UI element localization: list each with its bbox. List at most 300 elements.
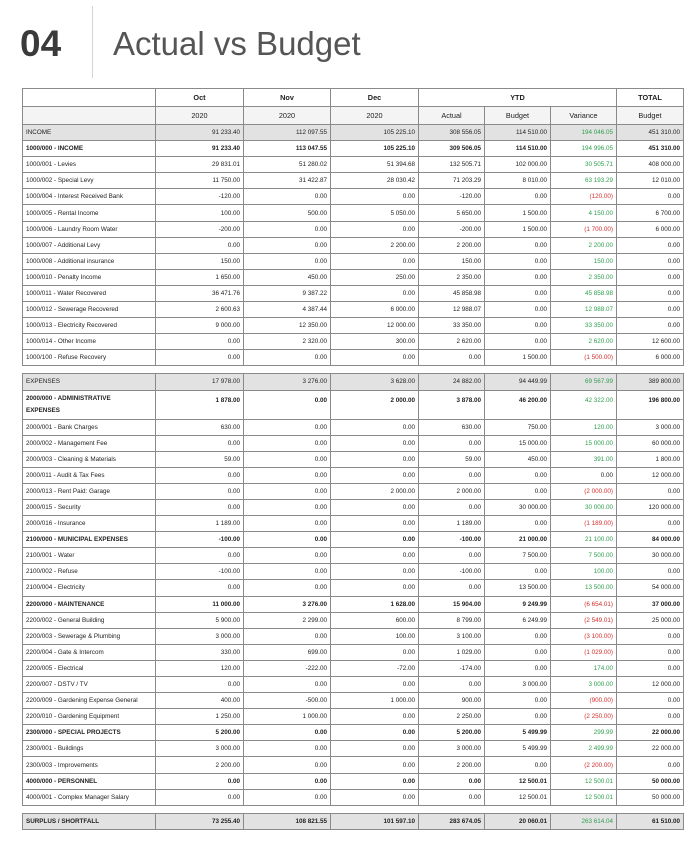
cell-dec: 5 050.00 — [331, 205, 419, 221]
cell-total-budget: 0.00 — [617, 189, 684, 205]
cell-oct: 0.00 — [156, 237, 244, 253]
cell-total-budget: 25 000.00 — [617, 612, 684, 628]
table-row — [23, 435, 684, 451]
cell-ytd-budget: 6 249.99 — [485, 612, 551, 628]
cell-ytd-budget: 0.00 — [485, 189, 551, 205]
cell-ytd-actual: 0.00 — [419, 435, 485, 451]
cell-oct: 17 978.00 — [156, 374, 244, 390]
cell-total-budget: 84 000.00 — [617, 532, 684, 548]
cell-nov: 51 280.02 — [244, 157, 331, 173]
row-label: 1000/100 - Refuse Recovery — [23, 350, 156, 366]
cell-ytd-variance: 120.00 — [551, 419, 617, 435]
cell-oct: 0.00 — [156, 548, 244, 564]
cell-oct: 11 750.00 — [156, 173, 244, 189]
cell-ytd-budget: 0.00 — [485, 285, 551, 301]
cell-total-budget: 12 010.00 — [617, 173, 684, 189]
cell-ytd-variance: (1 500.00) — [551, 350, 617, 366]
table-row — [23, 483, 684, 499]
cell-ytd-budget: 5 499.99 — [485, 725, 551, 741]
cell-ytd-variance: 2 200.00 — [551, 237, 617, 253]
cell-ytd-actual: 33 350.00 — [419, 318, 485, 334]
section-row — [23, 813, 684, 829]
cell-ytd-variance: 391.00 — [551, 451, 617, 467]
cell-dec: 0.00 — [331, 741, 419, 757]
cell-oct: 73 255.40 — [156, 813, 244, 829]
cell-dec: 0.00 — [331, 725, 419, 741]
cell-dec: 0.00 — [331, 499, 419, 515]
cell-total-budget: 0.00 — [617, 269, 684, 285]
cell-ytd-budget: 7 500.00 — [485, 548, 551, 564]
cell-ytd-budget: 102 000.00 — [485, 157, 551, 173]
row-label: 4000/001 - Complex Manager Salary — [23, 789, 156, 805]
cell-ytd-budget: 0.00 — [485, 318, 551, 334]
row-label: 2000/015 - Security — [23, 499, 156, 515]
cell-total-budget: 0.00 — [617, 660, 684, 676]
row-label: 1000/004 - Interest Received Bank — [23, 189, 156, 205]
cell-ytd-variance: 4 150.00 — [551, 205, 617, 221]
cell-total-budget: 196 800.00 — [617, 390, 684, 419]
row-label: 1000/014 - Other Income — [23, 334, 156, 350]
cell-total-budget: 3 000.00 — [617, 419, 684, 435]
cell-dec: 0.00 — [331, 350, 419, 366]
cell-nov: 0.00 — [244, 435, 331, 451]
cell-total-budget: 12 000.00 — [617, 677, 684, 693]
cell-ytd-actual: 71 203.29 — [419, 173, 485, 189]
col-header-total: TOTAL — [617, 89, 684, 107]
table-row — [23, 564, 684, 580]
row-label: 1000/012 - Sewerage Recovered — [23, 302, 156, 318]
cell-dec: 0.00 — [331, 285, 419, 301]
cell-oct: 91 233.40 — [156, 141, 244, 157]
cell-ytd-actual: 8 799.00 — [419, 612, 485, 628]
cell-dec: -72.00 — [331, 660, 419, 676]
row-label: 2200/004 - Gate & Intercom — [23, 644, 156, 660]
subtotal-row — [23, 141, 684, 157]
cell-nov: 113 047.55 — [244, 141, 331, 157]
cell-nov: 0.00 — [244, 548, 331, 564]
cell-ytd-budget: 0.00 — [485, 237, 551, 253]
cell-oct: 59.00 — [156, 451, 244, 467]
cell-ytd-actual: 0.00 — [419, 773, 485, 789]
cell-total-budget: 37 000.00 — [617, 596, 684, 612]
cell-total-budget: 0.00 — [617, 757, 684, 773]
cell-ytd-variance: 69 567.99 — [551, 374, 617, 390]
cell-ytd-variance: (3 100.00) — [551, 628, 617, 644]
row-label: 1000/006 - Laundry Room Water — [23, 221, 156, 237]
cell-ytd-actual: 3 100.00 — [419, 628, 485, 644]
cell-ytd-actual: 900.00 — [419, 693, 485, 709]
cell-oct: 1 650.00 — [156, 269, 244, 285]
sub-header-actual: Actual — [419, 107, 485, 125]
row-label: 2100/000 - MUNICIPAL EXPENSES — [23, 532, 156, 548]
cell-ytd-actual: 2 200.00 — [419, 237, 485, 253]
row-label: 2000/001 - Bank Charges — [23, 419, 156, 435]
cell-oct: -120.00 — [156, 189, 244, 205]
cell-ytd-budget: 114 510.00 — [485, 125, 551, 141]
cell-oct: 0.00 — [156, 773, 244, 789]
row-label — [23, 390, 156, 419]
cell-dec: 0.00 — [331, 757, 419, 773]
cell-oct: 2 200.00 — [156, 757, 244, 773]
cell-ytd-variance: (2 549.01) — [551, 612, 617, 628]
sub-header-total-budget: Budget — [617, 107, 684, 125]
cell-total-budget: 0.00 — [617, 237, 684, 253]
cell-dec: 0.00 — [331, 709, 419, 725]
cell-nov: 108 821.55 — [244, 813, 331, 829]
cell-ytd-budget: 0.00 — [485, 644, 551, 660]
cell-total-budget: 50 000.00 — [617, 773, 684, 789]
table-row — [23, 693, 684, 709]
cell-total-budget: 30 000.00 — [617, 548, 684, 564]
cell-ytd-variance: (1 189.00) — [551, 516, 617, 532]
sub-header-nov-year: 2020 — [244, 107, 331, 125]
cell-dec: 1 628.00 — [331, 596, 419, 612]
cell-oct: 29 831.01 — [156, 157, 244, 173]
cell-nov: 0.00 — [244, 390, 331, 419]
table-row — [23, 628, 684, 644]
row-label: 1000/000 - INCOME — [23, 141, 156, 157]
cell-ytd-actual: 630.00 — [419, 419, 485, 435]
spacer-row — [23, 805, 684, 813]
sub-header-oct-year: 2020 — [156, 107, 244, 125]
row-label: 1000/007 - Additional Levy — [23, 237, 156, 253]
row-label: 2200/005 - Electrical — [23, 660, 156, 676]
cell-dec: 0.00 — [331, 419, 419, 435]
cell-ytd-budget: 0.00 — [485, 628, 551, 644]
cell-ytd-variance: (2 000.00) — [551, 483, 617, 499]
cell-nov: 112 097.55 — [244, 125, 331, 141]
cell-ytd-actual: 1 029.00 — [419, 644, 485, 660]
cell-nov: 0.00 — [244, 189, 331, 205]
cell-dec: 28 030.42 — [331, 173, 419, 189]
cell-ytd-actual: 0.00 — [419, 548, 485, 564]
table-row — [23, 157, 684, 173]
cell-ytd-variance: 2 499.99 — [551, 741, 617, 757]
row-label: 2200/009 - Gardening Expense General — [23, 693, 156, 709]
table-row — [23, 237, 684, 253]
cell-ytd-variance: (6 654.01) — [551, 596, 617, 612]
cell-dec: 2 000.00 — [331, 483, 419, 499]
cell-ytd-actual: 45 858.98 — [419, 285, 485, 301]
cell-dec: 100.00 — [331, 628, 419, 644]
row-label: 2000/003 - Cleaning & Materials — [23, 451, 156, 467]
cell-ytd-actual: 0.00 — [419, 580, 485, 596]
cell-oct: 100.00 — [156, 205, 244, 221]
cell-nov: 0.00 — [244, 253, 331, 269]
cell-oct: -100.00 — [156, 564, 244, 580]
cell-ytd-budget: 0.00 — [485, 693, 551, 709]
cell-oct: 0.00 — [156, 789, 244, 805]
cell-total-budget: 54 000.00 — [617, 580, 684, 596]
row-label: 1000/005 - Rental Income — [23, 205, 156, 221]
cell-ytd-variance: (1 029.00) — [551, 644, 617, 660]
cell-oct: 91 233.40 — [156, 125, 244, 141]
table-row — [23, 644, 684, 660]
cell-ytd-actual: -174.00 — [419, 660, 485, 676]
subtotal-row — [23, 773, 684, 789]
actual-vs-budget-table — [22, 88, 684, 830]
cell-ytd-budget: 12 500.01 — [485, 789, 551, 805]
cell-total-budget: 0.00 — [617, 483, 684, 499]
cell-dec: 1 000.00 — [331, 693, 419, 709]
cell-nov: 0.00 — [244, 237, 331, 253]
cell-ytd-budget: 8 010.00 — [485, 173, 551, 189]
cell-oct: 1 878.00 — [156, 390, 244, 419]
cell-total-budget: 12 600.00 — [617, 334, 684, 350]
cell-oct: 150.00 — [156, 253, 244, 269]
cell-ytd-budget: 0.00 — [485, 467, 551, 483]
cell-ytd-variance: (2 200.00) — [551, 757, 617, 773]
cell-ytd-actual: 1 189.00 — [419, 516, 485, 532]
row-label: 2300/000 - SPECIAL PROJECTS — [23, 725, 156, 741]
cell-ytd-actual: 2 000.00 — [419, 483, 485, 499]
spacer-cell — [23, 805, 684, 813]
cell-oct: 9 000.00 — [156, 318, 244, 334]
row-label: 2100/002 - Refuse — [23, 564, 156, 580]
table-row — [23, 269, 684, 285]
cell-ytd-actual: 3 000.00 — [419, 741, 485, 757]
row-label: SURPLUS / SHORTFALL — [23, 813, 156, 829]
cell-oct: 1 189.00 — [156, 516, 244, 532]
cell-ytd-budget: 30 000.00 — [485, 499, 551, 515]
cell-ytd-budget: 1 500.00 — [485, 205, 551, 221]
cell-ytd-budget: 0.00 — [485, 302, 551, 318]
col-header-nov: Nov — [244, 89, 331, 107]
cell-ytd-variance: 194 996.05 — [551, 141, 617, 157]
row-label: 1000/001 - Levies — [23, 157, 156, 173]
row-label: 2000/013 - Rent Paid: Garage — [23, 483, 156, 499]
table-row — [23, 221, 684, 237]
cell-oct: 630.00 — [156, 419, 244, 435]
cell-oct: 0.00 — [156, 467, 244, 483]
cell-ytd-actual: 0.00 — [419, 350, 485, 366]
page-header — [0, 0, 687, 80]
cell-dec: 12 000.00 — [331, 318, 419, 334]
table-row — [23, 612, 684, 628]
cell-ytd-variance: 42 322.00 — [551, 390, 617, 419]
cell-nov: 0.00 — [244, 773, 331, 789]
cell-nov: -222.00 — [244, 660, 331, 676]
subtotal-row — [23, 390, 684, 419]
cell-ytd-variance: 33 350.00 — [551, 318, 617, 334]
row-label: 2200/002 - General Building — [23, 612, 156, 628]
cell-ytd-actual: 2 620.00 — [419, 334, 485, 350]
cell-ytd-actual: 150.00 — [419, 253, 485, 269]
section-row — [23, 125, 684, 141]
cell-ytd-actual: 132 505.71 — [419, 157, 485, 173]
cell-ytd-budget: 0.00 — [485, 660, 551, 676]
cell-ytd-actual: 2 250.00 — [419, 709, 485, 725]
cell-nov: 0.00 — [244, 725, 331, 741]
section-row — [23, 374, 684, 390]
cell-ytd-budget: 46 200.00 — [485, 390, 551, 419]
cell-ytd-budget: 9 249.99 — [485, 596, 551, 612]
cell-oct: 5 900.00 — [156, 612, 244, 628]
table-row — [23, 677, 684, 693]
cell-total-budget: 0.00 — [617, 318, 684, 334]
col-header-oct: Oct — [156, 89, 244, 107]
cell-nov: -500.00 — [244, 693, 331, 709]
cell-nov: 0.00 — [244, 451, 331, 467]
table-row — [23, 467, 684, 483]
cell-total-budget: 0.00 — [617, 693, 684, 709]
cell-dec: 0.00 — [331, 253, 419, 269]
cell-ytd-budget: 0.00 — [485, 483, 551, 499]
cell-total-budget: 0.00 — [617, 564, 684, 580]
row-label: 1000/002 - Special Levy — [23, 173, 156, 189]
cell-ytd-budget: 0.00 — [485, 709, 551, 725]
cell-ytd-budget: 114 510.00 — [485, 141, 551, 157]
cell-total-budget: 6 000.00 — [617, 221, 684, 237]
cell-dec: 2 000.00 — [331, 390, 419, 419]
cell-ytd-variance: 15 000.00 — [551, 435, 617, 451]
subtotal-row — [23, 532, 684, 548]
cell-total-budget: 12 000.00 — [617, 467, 684, 483]
cell-total-budget: 0.00 — [617, 253, 684, 269]
col-header-dec: Dec — [331, 89, 419, 107]
cell-ytd-variance: 150.00 — [551, 253, 617, 269]
cell-ytd-budget: 0.00 — [485, 757, 551, 773]
table-row — [23, 789, 684, 805]
cell-ytd-variance: 12 988.07 — [551, 302, 617, 318]
header-row-sub — [23, 107, 684, 125]
row-label: 2000/016 - Insurance — [23, 516, 156, 532]
cell-ytd-variance: 194 046.05 — [551, 125, 617, 141]
sub-header-dec-year: 2020 — [331, 107, 419, 125]
table-row — [23, 285, 684, 301]
cell-ytd-actual: 59.00 — [419, 451, 485, 467]
page-title: Actual vs Budget — [113, 25, 361, 62]
col-header-ytd: YTD — [419, 89, 617, 107]
cell-nov: 0.00 — [244, 419, 331, 435]
subtotal-row — [23, 725, 684, 741]
cell-ytd-budget: 0.00 — [485, 253, 551, 269]
cell-total-budget: 22 000.00 — [617, 741, 684, 757]
corner-cell-sub — [23, 107, 156, 125]
cell-dec: 0.00 — [331, 516, 419, 532]
cell-nov: 12 350.00 — [244, 318, 331, 334]
table-row — [23, 709, 684, 725]
cell-nov: 0.00 — [244, 532, 331, 548]
cell-dec: 0.00 — [331, 221, 419, 237]
cell-oct: 0.00 — [156, 435, 244, 451]
cell-nov: 0.00 — [244, 516, 331, 532]
cell-ytd-actual: -200.00 — [419, 221, 485, 237]
cell-ytd-actual: 309 506.05 — [419, 141, 485, 157]
cell-ytd-variance: 0.00 — [551, 467, 617, 483]
cell-total-budget: 389 800.00 — [617, 374, 684, 390]
cell-nov: 0.00 — [244, 499, 331, 515]
spacer-cell — [23, 366, 684, 374]
cell-nov: 699.00 — [244, 644, 331, 660]
cell-ytd-budget: 750.00 — [485, 419, 551, 435]
cell-ytd-actual: 0.00 — [419, 467, 485, 483]
cell-dec: 51 394.68 — [331, 157, 419, 173]
cell-nov: 500.00 — [244, 205, 331, 221]
cell-ytd-budget: 450.00 — [485, 451, 551, 467]
cell-total-budget: 0.00 — [617, 302, 684, 318]
cell-ytd-actual: 0.00 — [419, 499, 485, 515]
table-row — [23, 334, 684, 350]
cell-nov: 0.00 — [244, 350, 331, 366]
cell-nov: 4 387.44 — [244, 302, 331, 318]
row-label: INCOME — [23, 125, 156, 141]
cell-ytd-budget: 20 060.01 — [485, 813, 551, 829]
cell-ytd-actual: 283 674.05 — [419, 813, 485, 829]
cell-nov: 0.00 — [244, 580, 331, 596]
cell-ytd-variance: 2 620.00 — [551, 334, 617, 350]
cell-ytd-actual: 0.00 — [419, 789, 485, 805]
cell-ytd-budget: 0.00 — [485, 334, 551, 350]
table-row — [23, 205, 684, 221]
cell-total-budget: 6 000.00 — [617, 350, 684, 366]
cell-nov: 0.00 — [244, 628, 331, 644]
cell-oct: 400.00 — [156, 693, 244, 709]
row-label: 2200/007 - DSTV / TV — [23, 677, 156, 693]
header-divider — [92, 6, 93, 78]
cell-ytd-variance: 45 858.98 — [551, 285, 617, 301]
row-label: 2300/001 - Buildings — [23, 741, 156, 757]
cell-ytd-actual: 12 988.07 — [419, 302, 485, 318]
table-row — [23, 757, 684, 773]
cell-ytd-variance: 263 614.04 — [551, 813, 617, 829]
cell-ytd-variance: (120.00) — [551, 189, 617, 205]
row-label: 2300/003 - Improvements — [23, 757, 156, 773]
cell-dec: 3 628.00 — [331, 374, 419, 390]
row-label-line1: 2000/000 - ADMINISTRATIVE — [26, 394, 111, 402]
cell-dec: 105 225.10 — [331, 141, 419, 157]
row-label: EXPENSES — [23, 374, 156, 390]
cell-oct: 1 250.00 — [156, 709, 244, 725]
section-number: 04 — [20, 23, 62, 64]
row-label: 1000/010 - Penalty Income — [23, 269, 156, 285]
spacer-row — [23, 366, 684, 374]
cell-oct: 36 471.76 — [156, 285, 244, 301]
cell-ytd-variance: 30 505.71 — [551, 157, 617, 173]
cell-dec: 0.00 — [331, 580, 419, 596]
cell-ytd-variance: 100.00 — [551, 564, 617, 580]
table-row — [23, 516, 684, 532]
cell-oct: 0.00 — [156, 499, 244, 515]
row-label: 2000/002 - Management Fee — [23, 435, 156, 451]
cell-ytd-variance: 2 350.00 — [551, 269, 617, 285]
cell-dec: 0.00 — [331, 451, 419, 467]
cell-ytd-actual: 24 882.00 — [419, 374, 485, 390]
row-label: 2200/000 - MAINTENANCE — [23, 596, 156, 612]
cell-ytd-actual: 3 878.00 — [419, 390, 485, 419]
cell-nov: 0.00 — [244, 564, 331, 580]
cell-ytd-actual: 2 200.00 — [419, 757, 485, 773]
cell-dec: 105 225.10 — [331, 125, 419, 141]
cell-total-budget: 60 000.00 — [617, 435, 684, 451]
cell-oct: 3 000.00 — [156, 628, 244, 644]
cell-oct: 2 600.63 — [156, 302, 244, 318]
cell-ytd-actual: 0.00 — [419, 677, 485, 693]
cell-dec: 0.00 — [331, 548, 419, 564]
cell-ytd-actual: 5 200.00 — [419, 725, 485, 741]
cell-nov: 0.00 — [244, 677, 331, 693]
cell-oct: 0.00 — [156, 483, 244, 499]
cell-ytd-actual: 2 350.00 — [419, 269, 485, 285]
row-label: 1000/008 - Additional insurance — [23, 253, 156, 269]
cell-oct: 3 000.00 — [156, 741, 244, 757]
table-row — [23, 419, 684, 435]
cell-dec: 0.00 — [331, 644, 419, 660]
cell-ytd-actual: -100.00 — [419, 532, 485, 548]
cell-nov: 0.00 — [244, 757, 331, 773]
cell-oct: 0.00 — [156, 677, 244, 693]
row-label: 4000/000 - PERSONNEL — [23, 773, 156, 789]
